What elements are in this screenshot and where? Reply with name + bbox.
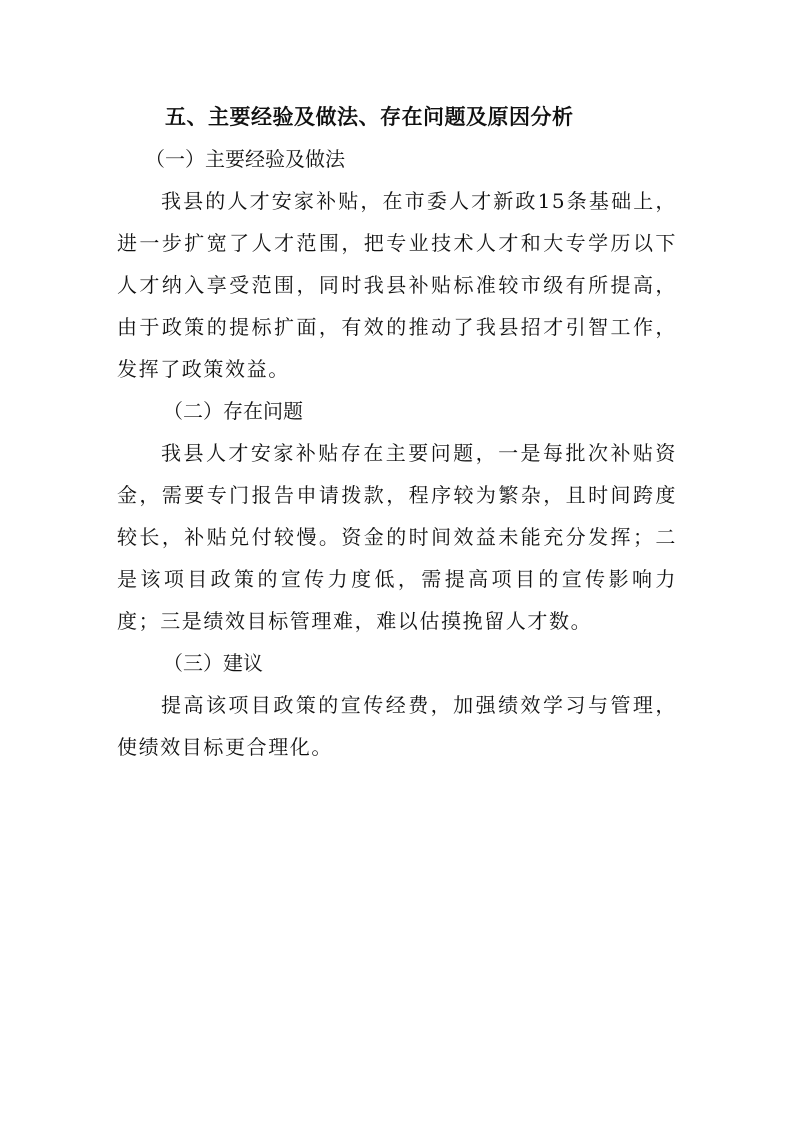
subsection-title-experience: （一）主要经验及做法	[145, 147, 345, 171]
subsection-title-suggestions: （三）建议	[163, 651, 263, 675]
section-heading: 五、主要经验及做法、存在问题及原因分析	[165, 104, 574, 129]
subsection-title-problems: （二）存在问题	[163, 399, 303, 423]
paragraph-suggestions: 提高该项目政策的宣传经费，加强绩效学习与管理，使绩效目标更合理化。	[117, 693, 677, 759]
paragraph-problems: 我县人才安家补贴存在主要问题，一是每批次补贴资金，需要专门报告申请拨款，程序较为繁杂，且时间跨度较长，补贴兑付较慢。资金的时间效益未能充分发挥；二是该项目政策的宣传力度低，需提高项目的宣传影响力度；三是绩效目标管理难，难以估摸挽留人才数。	[117, 441, 677, 633]
paragraph-experience: 我县的人才安家补贴，在市委人才新政15条基础上，进一步扩宽了人才范围，把专业技术人才和大专学历以下人才纳入享受范围，同时我县补贴标准较市级有所提高，由于政策的提标扩面，有效的推动了我县招才引智工作，发挥了政策效益。	[117, 189, 677, 381]
document-body	[117, 96, 677, 768]
